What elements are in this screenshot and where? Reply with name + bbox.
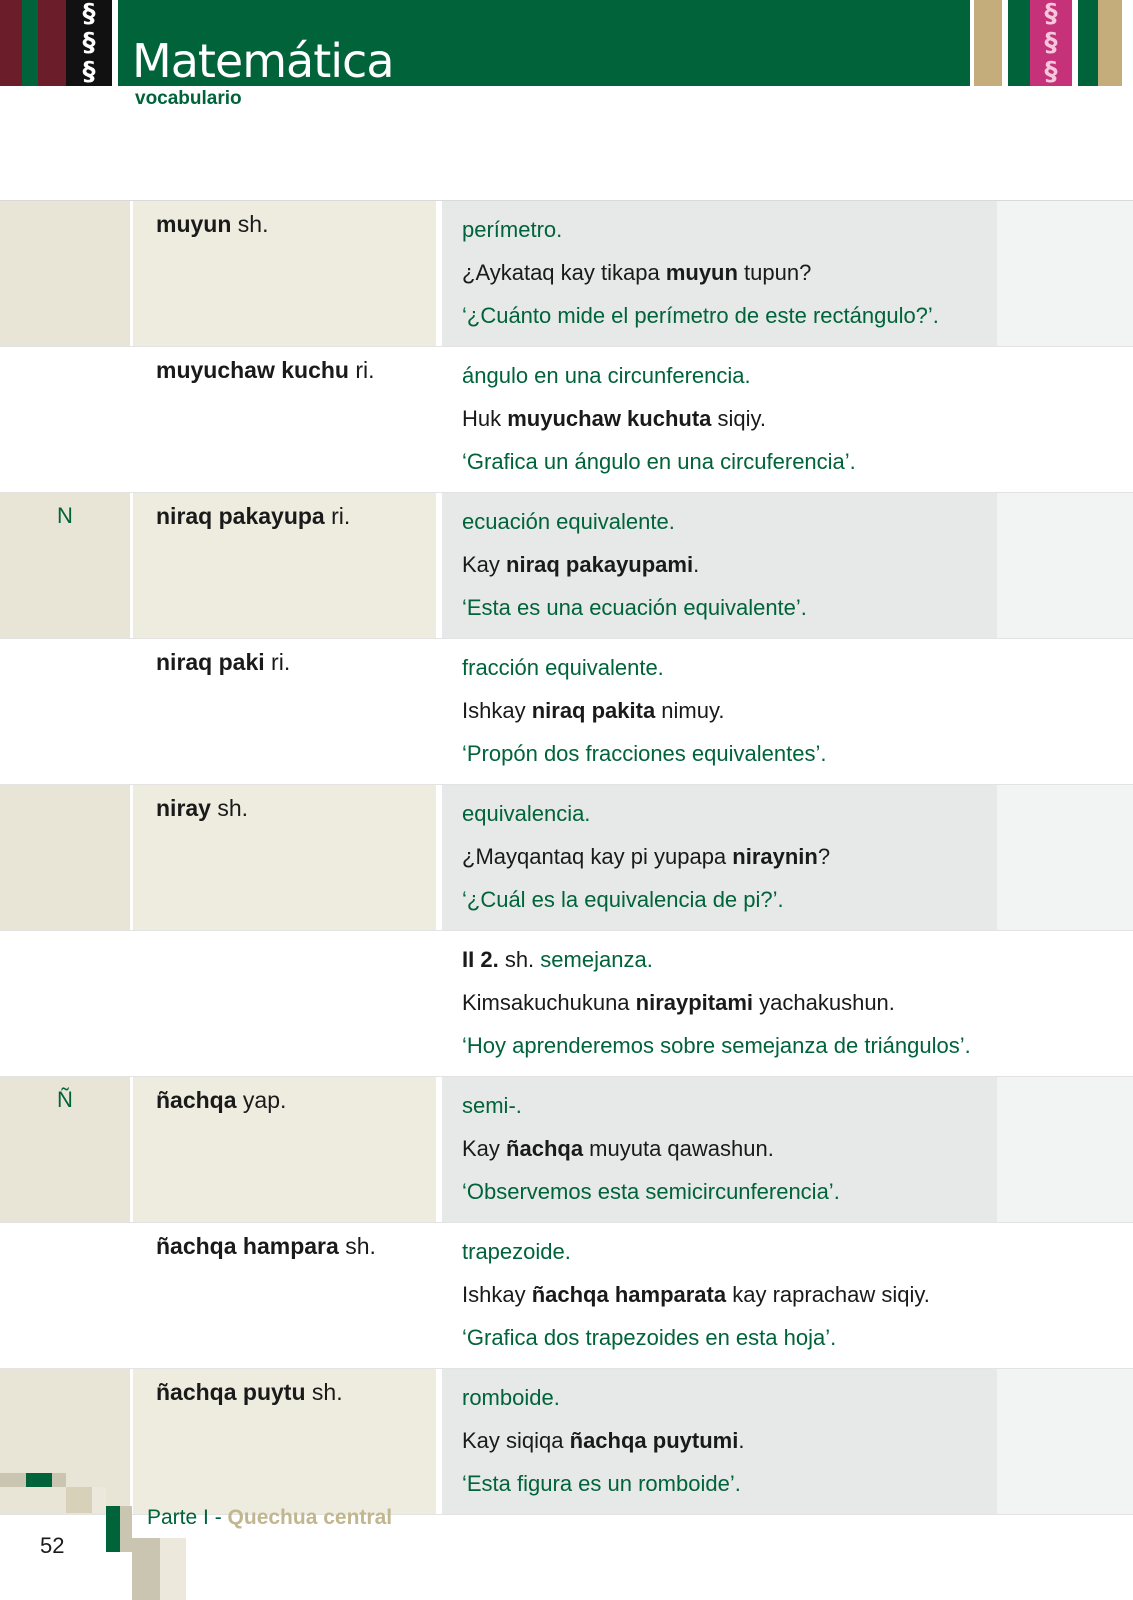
- headword: [156, 795, 248, 822]
- example-translation: ‘Observemos esta semicircunferencia’.: [462, 1179, 840, 1204]
- example-translation: ‘¿Cuánto mide el perímetro de este rectángulo?’.: [462, 303, 939, 328]
- example-sentence: [462, 1128, 977, 1171]
- example-sentence: [462, 544, 977, 587]
- example-text: Kay: [462, 552, 507, 577]
- margin-cell: [997, 1369, 1133, 1514]
- headword: [156, 1233, 376, 1260]
- example-sentence: [462, 252, 977, 295]
- margin-cell: [997, 931, 1133, 1076]
- page-title: Matemática: [132, 34, 394, 88]
- headword-term: ñachqa puytu: [156, 1379, 306, 1405]
- example-sentence: [462, 690, 977, 733]
- footer-decor-square: [26, 1473, 52, 1487]
- margin-cell: [997, 1223, 1133, 1368]
- example-keyword: niraq pakita: [531, 698, 656, 723]
- headword-cell: [133, 201, 436, 346]
- letter-cell: [0, 785, 130, 930]
- definition: [462, 209, 977, 252]
- margin-cell: [997, 1077, 1133, 1222]
- margin-cell: [997, 201, 1133, 346]
- headword: [156, 649, 290, 676]
- headword-term: niray: [156, 795, 211, 821]
- footer-decor-square: [132, 1538, 160, 1600]
- example-keyword: muyun: [665, 260, 738, 285]
- margin-cell: [997, 639, 1133, 784]
- letter-cell: [0, 201, 130, 346]
- textile-pattern-icon: § § §: [1044, 0, 1058, 87]
- margin-cell: [997, 493, 1133, 638]
- footer-part: Parte I -: [147, 1506, 228, 1529]
- textile-stripe: [1008, 0, 1030, 86]
- letter-cell: [0, 931, 130, 1076]
- definition-cell: [442, 785, 997, 930]
- example-translation: ‘Hoy aprenderemos sobre semejanza de triángulos’.: [462, 1033, 971, 1058]
- example-translation: ‘Esta figura es un romboide’.: [462, 1471, 741, 1496]
- definition-cell: [442, 1223, 997, 1368]
- example-translation: ‘Grafica un ángulo en una circuferencia’.: [462, 449, 856, 474]
- table-row: [0, 347, 1133, 493]
- headword: [156, 357, 375, 384]
- definition: [462, 939, 977, 982]
- definition-text: ecuación equivalente.: [462, 509, 675, 534]
- definition-text: semi-.: [462, 1093, 522, 1118]
- example-keyword: ñachqa hamparata: [531, 1282, 727, 1307]
- table-row: [0, 493, 1133, 639]
- headword: [156, 211, 268, 238]
- headword-cell: [133, 931, 436, 1076]
- textile-stripe: [1078, 0, 1098, 86]
- headword: [156, 1087, 286, 1114]
- table-row: [0, 1369, 1133, 1515]
- grammar-tag: sh.: [345, 1233, 376, 1259]
- definition: [462, 647, 977, 690]
- letter-cell: [0, 493, 130, 638]
- definition: [462, 1377, 977, 1420]
- example-text: ¿Mayqantaq kay pi yupapa: [462, 844, 733, 869]
- footer-decor-square: [66, 1487, 92, 1513]
- grammar-tag: sh.: [217, 795, 249, 821]
- footer-decor-square: [92, 1487, 106, 1513]
- definition-cell: [442, 639, 997, 784]
- headword-term: ñachqa hampara: [156, 1233, 339, 1259]
- definition: [462, 1231, 977, 1274]
- definition: [462, 1085, 977, 1128]
- headword-cell: [133, 639, 436, 784]
- example-translation: ‘Esta es una ecuación equivalente’.: [462, 595, 807, 620]
- textile-stripe: [22, 0, 38, 86]
- table-row: [0, 1223, 1133, 1369]
- headword-term: muyun: [156, 211, 232, 237]
- table-row: [0, 785, 1133, 931]
- headword-cell: [133, 347, 436, 492]
- example-sentence: [462, 1420, 977, 1463]
- footer-decor-square: [0, 1473, 26, 1487]
- letter-cell: [0, 347, 130, 492]
- example-text: Ishkay: [462, 698, 532, 723]
- headword-cell: [133, 493, 436, 638]
- example-translation: ‘Grafica dos trapezoides en esta hoja’.: [462, 1325, 837, 1350]
- example-sentence: [462, 982, 977, 1025]
- grammar-tag: sh.: [237, 211, 269, 237]
- table-row: [0, 201, 1133, 347]
- footer-label: [147, 1506, 392, 1530]
- example-keyword: ñachqa: [506, 1136, 584, 1161]
- footer-language: Quechua central: [227, 1506, 393, 1529]
- definition: [462, 793, 977, 836]
- example-keyword: niraypitami: [635, 990, 754, 1015]
- section-subtitle: vocabulario: [135, 88, 242, 109]
- margin-cell: [997, 785, 1133, 930]
- margin-cell: [997, 347, 1133, 492]
- letter-cell: [0, 1077, 130, 1222]
- definition-text: ángulo en una circunferencia.: [462, 363, 751, 388]
- sense-number: II 2.: [462, 947, 499, 972]
- section-letter: N: [57, 503, 73, 528]
- example-sentence: [462, 836, 977, 879]
- definition-text: semejanza.: [540, 947, 653, 972]
- headword: [156, 503, 350, 530]
- example-text: Huk: [462, 406, 508, 431]
- vocabulary-table: [0, 200, 1133, 1515]
- footer-decor-square: [52, 1473, 66, 1487]
- example-text: muyuta qawashun.: [583, 1136, 774, 1161]
- definition-text: trapezoide.: [462, 1239, 571, 1264]
- headword-cell: [133, 1223, 436, 1368]
- page-header: [0, 0, 1133, 86]
- example-text: ¿Aykataq kay tikapa: [462, 260, 666, 285]
- example-text: nimuy.: [655, 698, 725, 723]
- headword-term: ñachqa: [156, 1087, 237, 1113]
- example-keyword: ñachqa puytumi: [569, 1428, 739, 1453]
- grammar-tag: sh.: [311, 1379, 343, 1405]
- textile-pattern-icon: § § §: [82, 0, 96, 87]
- grammar-tag: ri.: [271, 649, 291, 675]
- example-sentence: [462, 1274, 977, 1317]
- example-keyword: niraq pakayupami: [506, 552, 694, 577]
- example-keyword: niraynin: [732, 844, 818, 869]
- example-keyword: muyuchaw kuchuta: [507, 406, 712, 431]
- letter-cell: [0, 1223, 130, 1368]
- definition-text: perímetro.: [462, 217, 563, 242]
- definition-text: equivalencia.: [462, 801, 591, 826]
- definition-cell: [442, 1369, 997, 1514]
- definition-cell: [442, 1077, 997, 1222]
- example-translation: ‘Propón dos fracciones equivalentes’.: [462, 741, 827, 766]
- definition-cell: [442, 201, 997, 346]
- grammar-tag: ri.: [331, 503, 351, 529]
- definition-cell: [442, 347, 997, 492]
- table-row: [0, 931, 1133, 1077]
- definition-text: romboide.: [462, 1385, 560, 1410]
- headword-term: muyuchaw kuchu: [156, 357, 349, 383]
- definition-cell: [442, 493, 997, 638]
- example-text: yachakushun.: [753, 990, 895, 1015]
- example-text: Kay: [462, 1136, 507, 1161]
- sense-grammar-tag: sh.: [504, 947, 535, 972]
- definition-cell: [442, 931, 997, 1076]
- definition: [462, 501, 977, 544]
- grammar-tag: ri.: [355, 357, 375, 383]
- headword-term: niraq pakayupa: [156, 503, 325, 529]
- textile-stripe: [974, 0, 1002, 86]
- letter-cell: [0, 1369, 130, 1514]
- example-text: Ishkay: [462, 1282, 532, 1307]
- headword-cell: [133, 1369, 436, 1514]
- example-translation: ‘¿Cuál es la equivalencia de pi?’.: [462, 887, 784, 912]
- headword-cell: [133, 1077, 436, 1222]
- headword: [156, 1379, 343, 1406]
- textile-stripe: [38, 0, 66, 86]
- textile-stripe: [0, 0, 22, 86]
- example-text: Kimsakuchukuna: [462, 990, 636, 1015]
- example-text: siqiy.: [711, 406, 767, 431]
- grammar-tag: yap.: [242, 1087, 287, 1113]
- footer-decor-square: [106, 1506, 120, 1552]
- headword-cell: [133, 785, 436, 930]
- letter-cell: [0, 639, 130, 784]
- example-text: .: [738, 1428, 745, 1453]
- headword-term: niraq paki: [156, 649, 265, 675]
- section-letter: Ñ: [57, 1087, 73, 1112]
- footer-decor-square: [120, 1506, 132, 1552]
- table-row: [0, 1077, 1133, 1223]
- example-text: kay raprachaw siqiy.: [726, 1282, 930, 1307]
- footer-decor-square: [160, 1538, 186, 1600]
- example-text: Kay siqiqa: [462, 1428, 570, 1453]
- table-row: [0, 639, 1133, 785]
- definition-text: fracción equivalente.: [462, 655, 664, 680]
- definition: [462, 355, 977, 398]
- example-text: ?: [817, 844, 831, 869]
- textile-stripe: [1098, 0, 1122, 86]
- example-text: tupun?: [737, 260, 812, 285]
- page-number: 52: [40, 1533, 65, 1558]
- example-sentence: [462, 398, 977, 441]
- example-text: .: [693, 552, 700, 577]
